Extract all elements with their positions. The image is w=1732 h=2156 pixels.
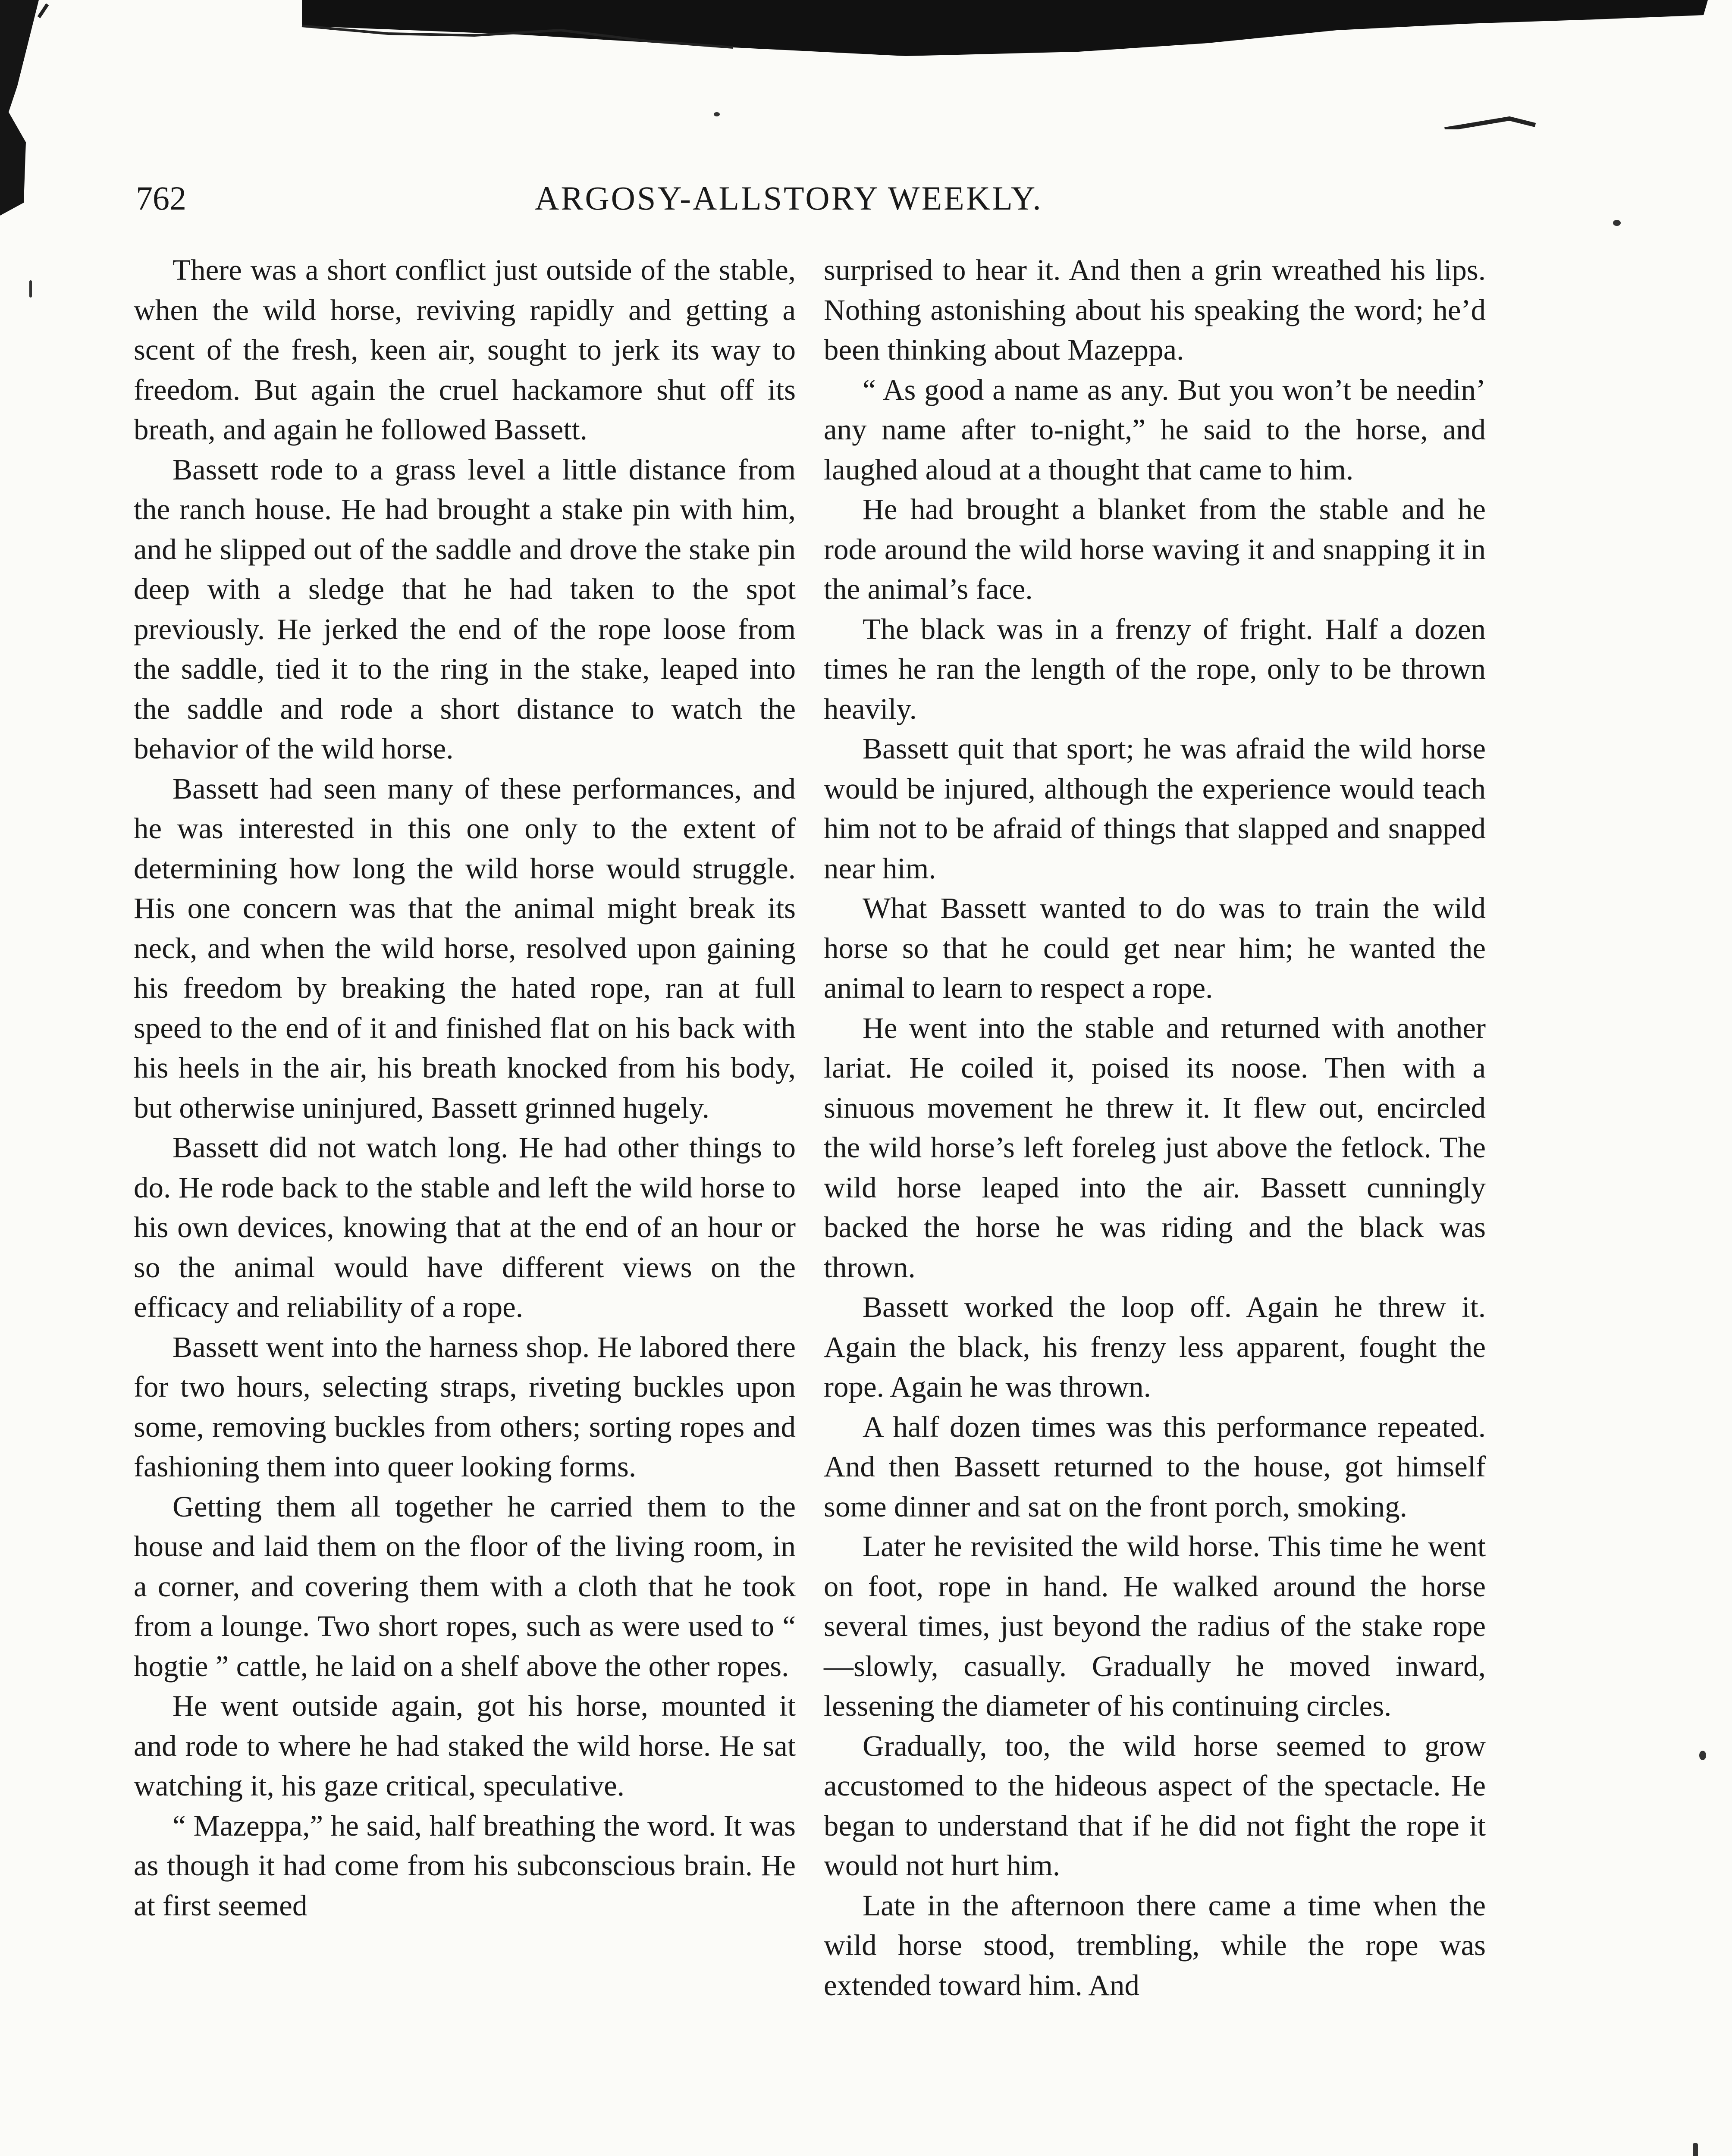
paragraph: Later he revisited the wild horse. This time he went on foot, rope in hand. He walked around the horse several times, just beyond the radius of the stake rope—slowly, casually. Gradually he moved inward, lessening the diameter of his continuing circles. xyxy=(824,1530,1486,1722)
paragraph: “ Mazeppa,” he said, half breathing the word. It was as though it had come from his subconscious brain. He at first seemed xyxy=(134,1809,796,1922)
paragraph: Bassett quit that sport; he was afraid the wild horse would be injured, although the experience would teach him not to be afraid of things that slapped and snapped near him. xyxy=(824,732,1486,885)
speck xyxy=(1693,2143,1698,2156)
text-column-left xyxy=(134,250,796,1925)
paragraph: The black was in a frenzy of fright. Half a dozen times he ran the length of the rope, only to be thrown heavily. xyxy=(824,612,1486,725)
paragraph: “ As good a name as any. But you won’t be needin’ any name after to-night,” he said to the horse, and laughed aloud at a thought that came to him. xyxy=(824,373,1486,486)
paragraph: Getting them all together he carried them to the house and laid them on the floor of the living room, in a corner, and covering them with a cloth that he took from a lounge. Two short ropes, such as were used to “ hogtie ” cattle, he laid on a shelf above the other ropes. xyxy=(134,1490,796,1683)
paragraph: Bassett had seen many of these performances, and he was interested in this one only to the extent of determining how long the wild horse would struggle. His one concern was that the animal might break its neck, and when the wild horse, resolved upon gaining his freedom by breaking the hated rope, ran at full speed to the end of it and finished flat on his back with his heels in the air, his breath knocked from his body, but otherwise uninjured, Bassett grinned hugely. xyxy=(134,772,796,1124)
speck xyxy=(714,112,720,116)
paragraph: Bassett worked the loop off. Again he threw it. Again the black, his frenzy less apparent, fought the rope. Again he was thrown. xyxy=(824,1291,1486,1403)
speck xyxy=(1699,1751,1706,1760)
paragraph: He went into the stable and returned with another lariat. He coiled it, poised its noose. Then with a sinuous movement he threw it. It flew out, encircled the wild horse’s left foreleg just above the fetlock. The wild horse leaped into the air. Bassett cunningly backed the horse he was riding and the black was thrown. xyxy=(824,1011,1486,1284)
paragraph: Gradually, too, the wild horse seemed to grow accustomed to the hideous aspect of the spectacle. He began to understand that if he did not fight the rope it would not hurt him. xyxy=(824,1729,1486,1882)
speck xyxy=(29,280,32,298)
paragraph: Late in the afternoon there came a time when the wild horse stood, trembling, while the rope was extended toward him. And xyxy=(824,1889,1486,2002)
paragraph-continued: surprised to hear it. And then a grin wreathed his lips. Nothing astonishing about his speaking the word; he’d been thinking about Mazeppa. xyxy=(824,254,1486,366)
paragraph: What Bassett wanted to do was to train the wild horse so that he could get near him; he wanted the animal to learn to respect a rope. xyxy=(824,892,1486,1004)
paragraph: There was a short conflict just outside of the stable, when the wild horse, reviving rapidly and getting a scent of the fresh, keen air, sought to jerk its way to freedom. But again the cruel hackamore shut off its breath, and again he followed Bassett. xyxy=(134,254,796,446)
paragraph: Bassett went into the harness shop. He labored there for two hours, selecting straps, riveting buckles upon some, removing buckles from others; sorting ropes and fashioning them into queer looking forms. xyxy=(134,1330,796,1483)
paragraph: Bassett did not watch long. He had other things to do. He rode back to the stable and left the wild horse to his own devices, knowing that at the end of an hour or so the animal would have different views on the efficacy and reliability of a rope. xyxy=(134,1131,796,1323)
paragraph: Bassett rode to a grass level a little distance from the ranch house. He had brought a stake pin with him, and he slipped out of the saddle and drove the stake pin deep with a sledge that he had taken to the spot previously. He jerked the end of the rope loose from the saddle, tied it to the ring in the stake, leaped into the saddle and rode a short distance to watch the behavior of the wild horse. xyxy=(134,453,796,765)
running-head: ARGOSY-ALLSTORY WEEKLY. xyxy=(535,179,1043,217)
paragraph: He had brought a blanket from the stable and he rode around the wild horse waving it and snapping it in the animal’s face. xyxy=(824,493,1486,605)
torn-top-edge xyxy=(0,0,1732,129)
text-column-right xyxy=(824,250,1486,2005)
paragraph: He went outside again, got his horse, mounted it and rode to where he had staked the wild horse. He sat watching it, his gaze critical, speculative. xyxy=(134,1689,796,1802)
page-header xyxy=(0,175,1732,222)
page-number: 762 xyxy=(136,179,186,217)
paragraph: A half dozen times was this performance repeated. And then Bassett returned to the house, got himself some dinner and sat on the front porch, smoking. xyxy=(824,1410,1486,1523)
